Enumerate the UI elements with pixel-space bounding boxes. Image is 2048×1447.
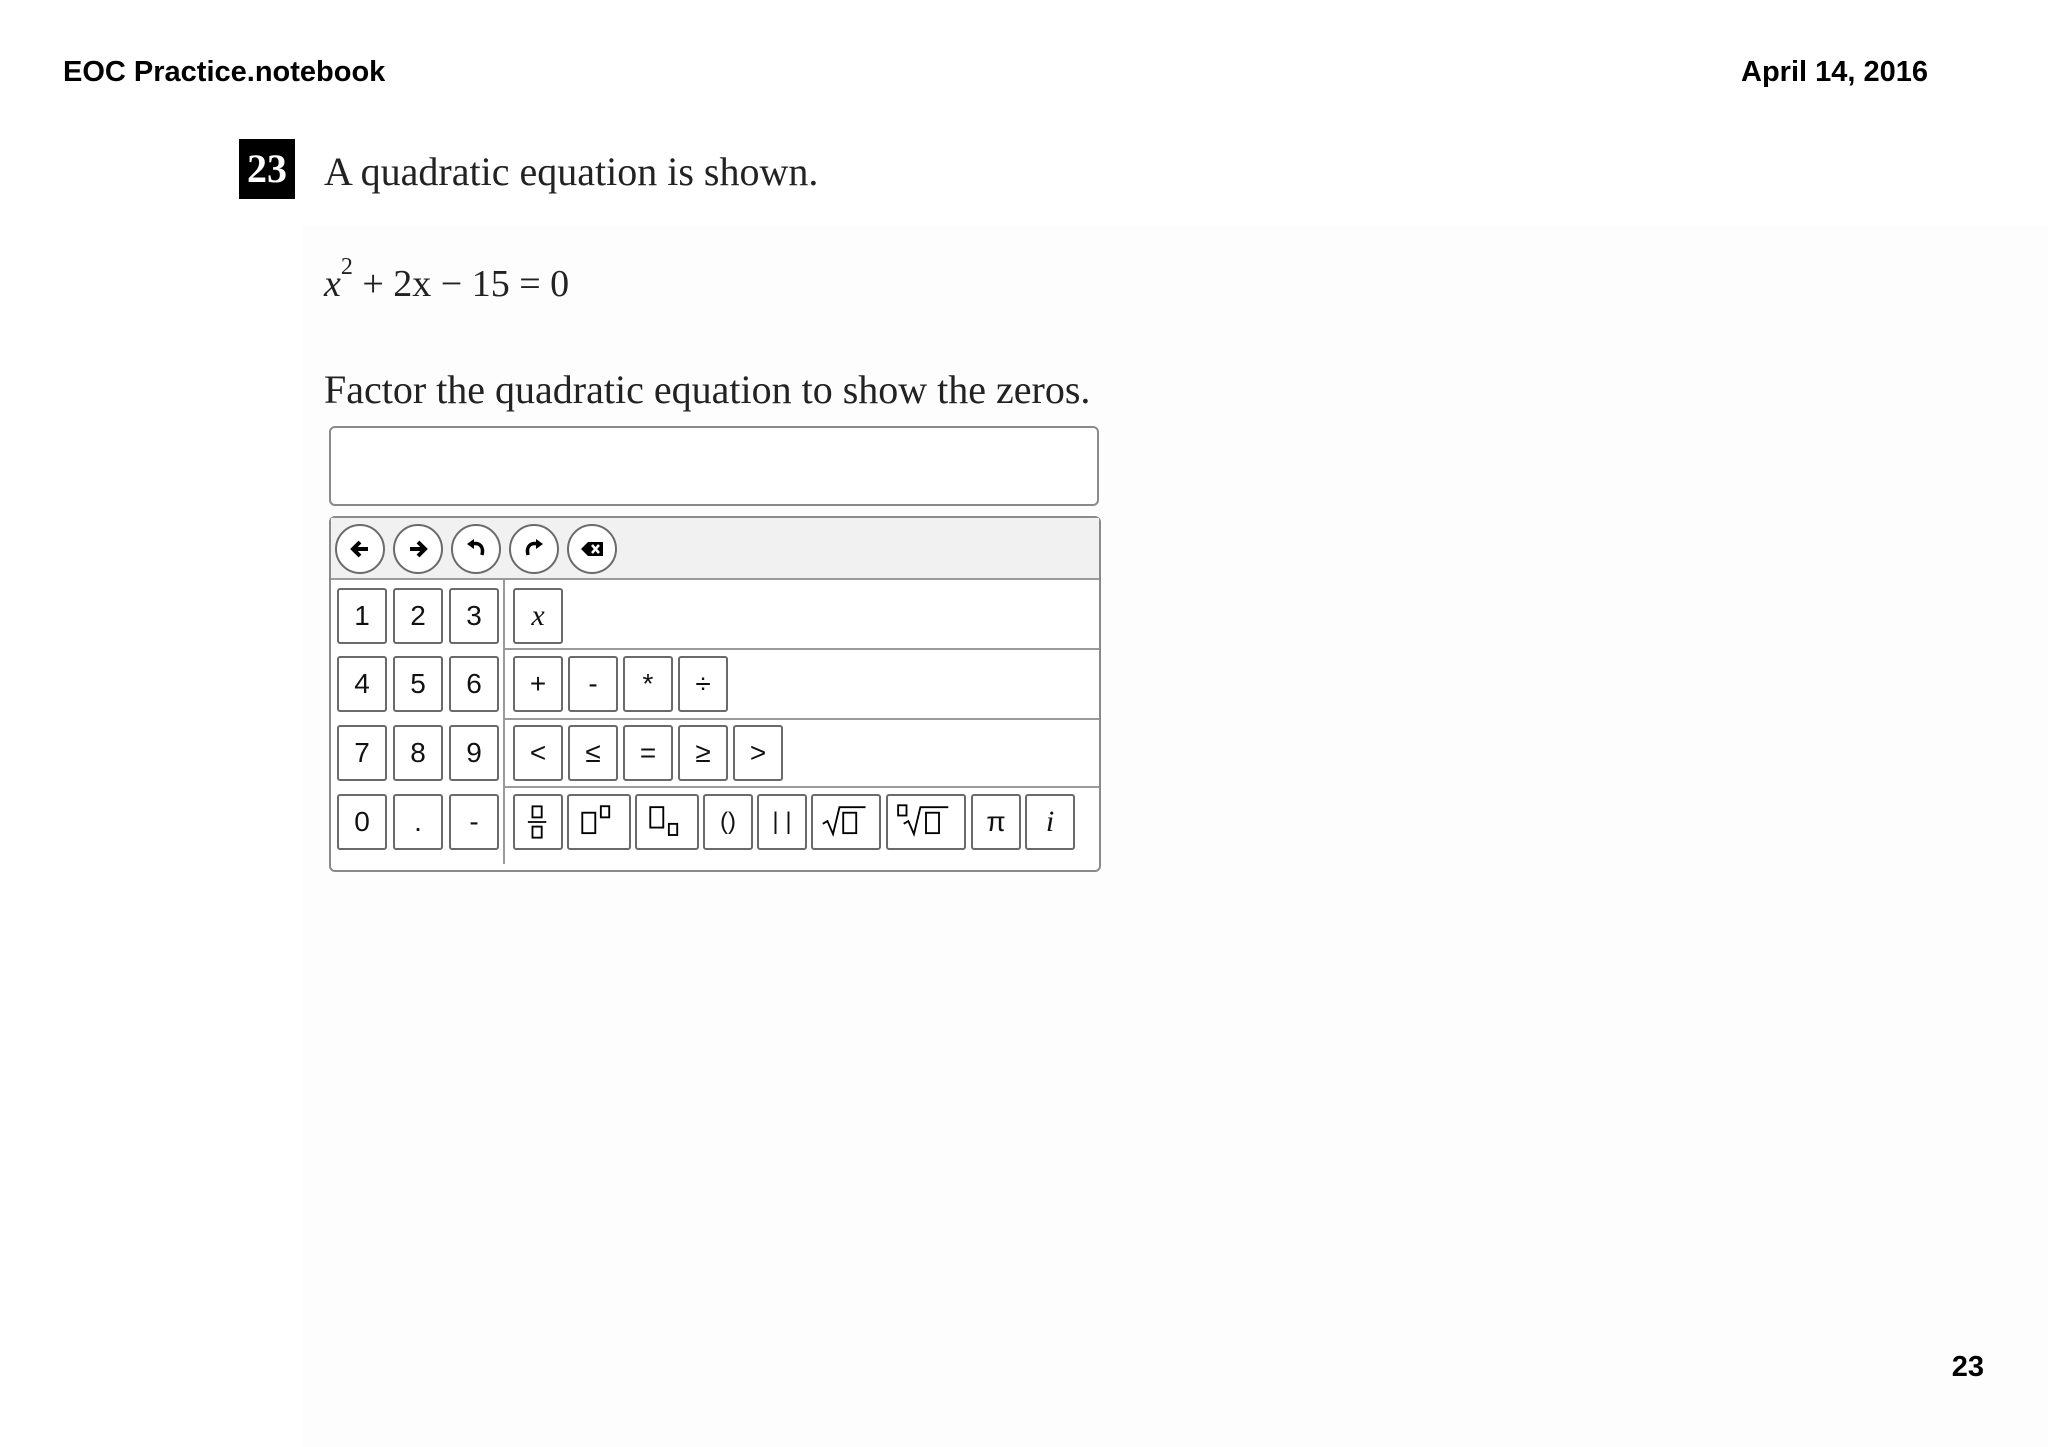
answer-input[interactable] [329,426,1099,506]
key-greater-equal[interactable]: ≥ [678,725,728,781]
key-variable-x[interactable]: x [513,588,563,644]
question-number-badge: 23 [239,139,295,199]
key-pi[interactable]: π [971,794,1021,850]
subscript-icon [637,796,697,848]
key-5[interactable]: 5 [393,656,443,712]
nth-root-icon [888,796,964,848]
equation-variable: x [324,263,341,305]
redo-button[interactable] [509,524,559,574]
key-less-than[interactable]: < [513,725,563,781]
key-8[interactable]: 8 [393,725,443,781]
notebook-title: EOC Practice.notebook [63,56,386,88]
keypad-divider [503,578,505,864]
backspace-icon [578,535,606,563]
equation-rest: + 2x − 15 = 0 [362,263,570,305]
key-2[interactable]: 2 [393,588,443,644]
redo-icon [520,535,548,563]
key-0[interactable]: 0 [337,794,387,850]
key-7[interactable]: 7 [337,725,387,781]
page-number: 23 [1951,1351,1984,1383]
equation-editor [329,516,1101,872]
key-greater-than[interactable]: > [733,725,783,781]
key-decimal[interactable]: . [393,794,443,850]
quadratic-equation [324,254,570,306]
key-1[interactable]: 1 [337,588,387,644]
key-multiply[interactable]: * [623,656,673,712]
left-arrow-button[interactable] [335,524,385,574]
right-arrow-button[interactable] [393,524,443,574]
key-minus[interactable]: - [568,656,618,712]
key-9[interactable]: 9 [449,725,499,781]
key-absolute-value[interactable]: | | [757,794,807,850]
row-divider [505,648,1099,650]
key-parentheses[interactable]: () [703,794,753,850]
key-plus[interactable]: + [513,656,563,712]
left-arrow-icon [346,535,374,563]
undo-button[interactable] [451,524,501,574]
superscript-icon [569,796,629,848]
key-subscript[interactable] [635,794,699,850]
question-instruction: Factor the quadratic equation to show the zeros. [324,367,1091,412]
backspace-button[interactable] [567,524,617,574]
right-arrow-icon [404,535,432,563]
editor-toolbar [331,518,1099,580]
row-divider [505,786,1099,788]
page-date: April 14, 2016 [1741,56,1928,88]
key-superscript[interactable] [567,794,631,850]
square-root-icon [813,796,879,848]
key-square-root[interactable] [811,794,881,850]
key-fraction[interactable] [513,794,563,850]
question-prompt: A quadratic equation is shown. [324,149,819,194]
undo-icon [462,535,490,563]
key-imaginary-i[interactable]: i [1025,794,1075,850]
equation-exponent: 2 [340,254,353,280]
key-6[interactable]: 6 [449,656,499,712]
fraction-icon [515,796,561,848]
key-equals[interactable]: = [623,725,673,781]
key-negative[interactable]: - [449,794,499,850]
key-3[interactable]: 3 [449,588,499,644]
row-divider [505,718,1099,720]
key-divide[interactable]: ÷ [678,656,728,712]
key-4[interactable]: 4 [337,656,387,712]
key-nth-root[interactable] [886,794,966,850]
key-less-equal[interactable]: ≤ [568,725,618,781]
